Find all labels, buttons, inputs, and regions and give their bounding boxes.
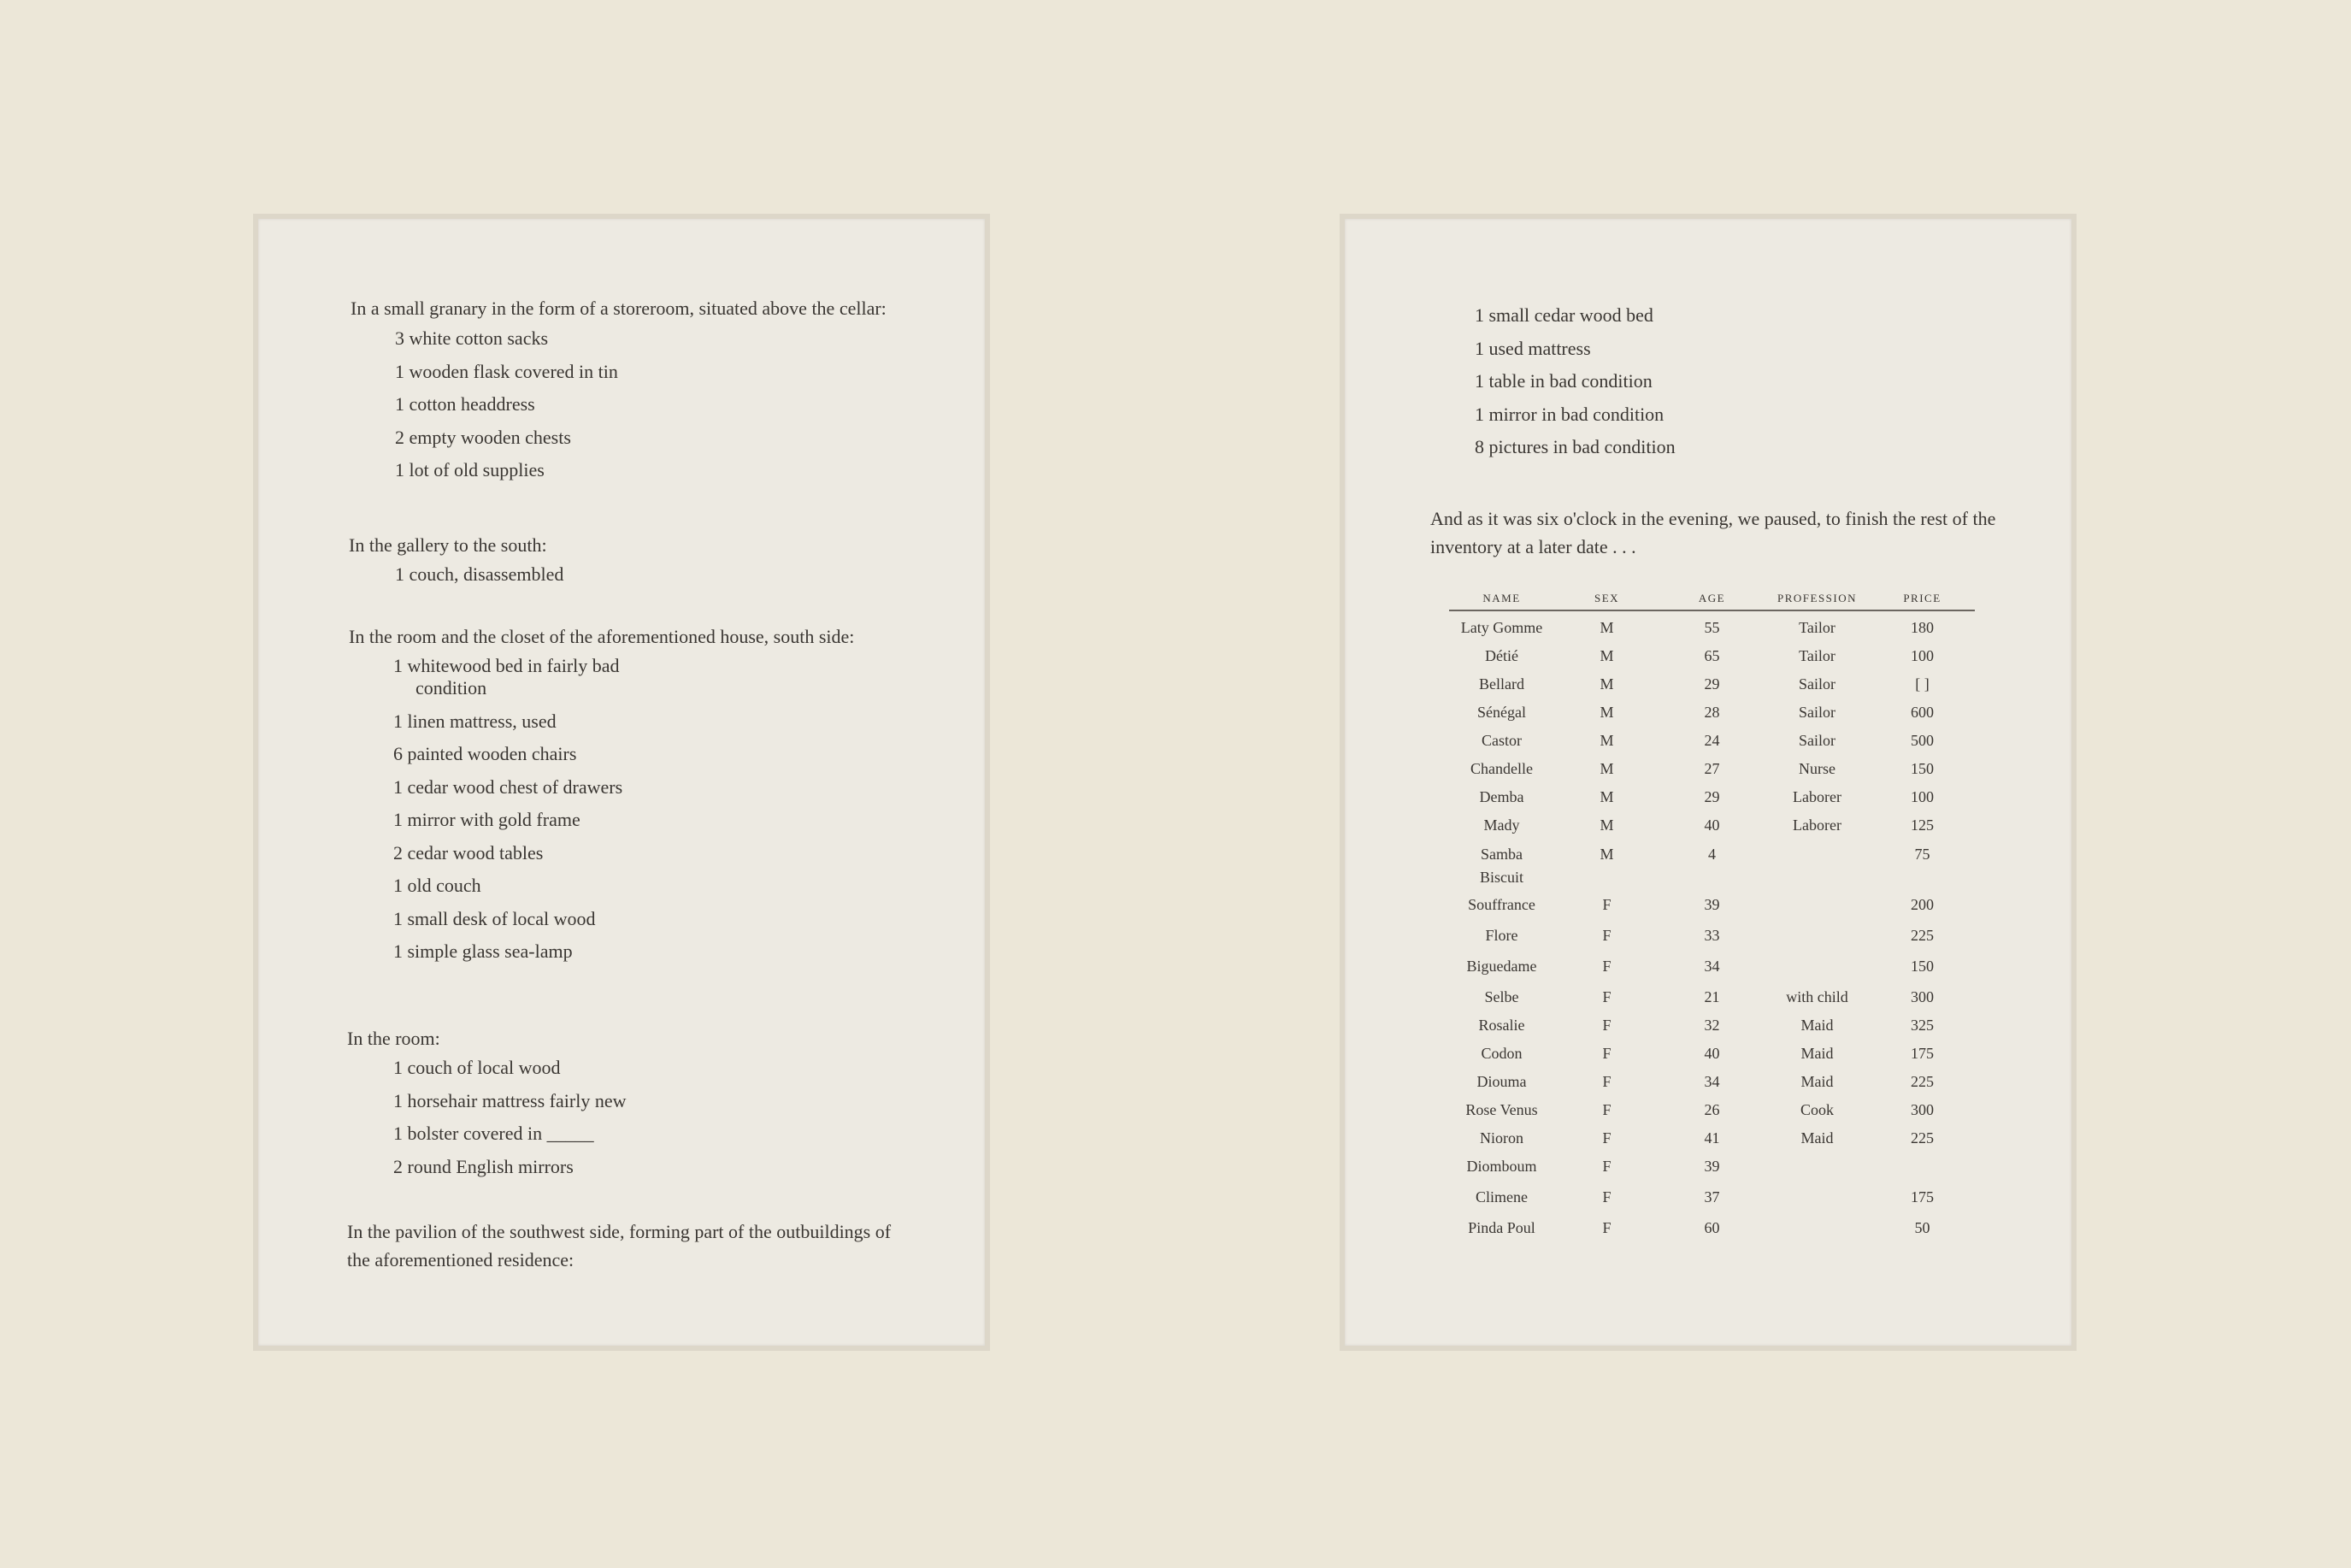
cell-profession: Maid <box>1800 1017 1834 1034</box>
table-row <box>1449 702 1975 730</box>
cell-age: 41 <box>1704 1129 1720 1147</box>
table-header-row <box>1449 590 1975 610</box>
section-heading: In a small granary in the form of a storeroom, situated above the cellar: <box>351 298 887 319</box>
cell-sex: F <box>1602 1073 1612 1090</box>
cell-price: 125 <box>1911 816 1934 834</box>
section-heading-line: the aforementioned residence: <box>347 1249 574 1270</box>
list-item: 1 table in bad condition <box>1475 370 1653 392</box>
cell-price: 300 <box>1911 988 1934 1005</box>
cell-name: Sénégal <box>1477 704 1526 721</box>
item-list <box>393 1057 626 1178</box>
list-item: 1 cotton headdress <box>395 393 535 415</box>
cell-name: Codon <box>1481 1045 1523 1062</box>
cell-profession: with child <box>1786 988 1848 1005</box>
cell-price: 225 <box>1911 1129 1934 1147</box>
cell-price: 180 <box>1911 619 1934 636</box>
table-row <box>1449 1071 1975 1099</box>
table-row <box>1449 956 1975 987</box>
cell-age: 34 <box>1704 958 1720 975</box>
item-list <box>395 563 563 586</box>
table-row <box>1449 894 1975 925</box>
cell-price: 325 <box>1911 1017 1934 1034</box>
section-heading-line: In the pavilion of the southwest side, forming part of the outbuildings of <box>347 1221 892 1242</box>
cell-name: Nioron <box>1480 1129 1523 1147</box>
cell-sex: F <box>1602 1219 1612 1236</box>
cell-profession: Maid <box>1800 1129 1834 1147</box>
cell-profession <box>1765 956 1870 987</box>
cell-sex: F <box>1602 1129 1612 1147</box>
column-header-profession: PROFESSION <box>1765 590 1870 610</box>
cell-sex: M <box>1600 647 1614 664</box>
cell-age: 4 <box>1708 846 1716 863</box>
cell-age: 37 <box>1704 1188 1720 1205</box>
inventory-table <box>1449 590 1975 1248</box>
table-row <box>1449 787 1975 815</box>
table-body <box>1449 610 1975 1248</box>
cell-sex: M <box>1600 619 1614 636</box>
list-item: 1 bolster covered in _____ <box>393 1123 594 1144</box>
cell-price: 175 <box>1911 1188 1934 1205</box>
cell-sex: M <box>1600 846 1614 863</box>
cell-age: 40 <box>1704 816 1720 834</box>
cell-price: 600 <box>1911 704 1934 721</box>
cell-sex: M <box>1600 675 1614 693</box>
cell-price: 150 <box>1911 958 1934 975</box>
table-row <box>1449 1043 1975 1071</box>
cell-age: 39 <box>1704 896 1720 913</box>
list-item: 3 white cotton sacks <box>395 327 549 349</box>
right-page <box>1340 214 2077 1351</box>
list-item: 1 small desk of local wood <box>393 907 596 929</box>
cell-profession <box>1765 1156 1870 1187</box>
cell-profession: Nurse <box>1799 760 1835 777</box>
item-list <box>395 327 618 481</box>
cell-sex: F <box>1602 988 1612 1005</box>
list-item: 1 old couch <box>393 875 481 896</box>
cell-name: Bellard <box>1479 675 1524 693</box>
column-header-price: PRICE <box>1870 590 1975 610</box>
table-row <box>1449 730 1975 758</box>
table-row <box>1449 610 1975 645</box>
cell-sex: M <box>1600 816 1614 834</box>
list-item: 1 used mattress <box>1475 337 1591 359</box>
cell-sex: M <box>1600 704 1614 721</box>
cell-price: 200 <box>1911 896 1934 913</box>
cell-age: 60 <box>1704 1219 1720 1236</box>
cell-profession <box>1765 843 1870 894</box>
cell-sex: F <box>1602 1188 1612 1205</box>
cell-price: 500 <box>1911 732 1934 749</box>
cell-price: 175 <box>1911 1045 1934 1062</box>
table-row <box>1449 674 1975 702</box>
table-row <box>1449 645 1975 674</box>
cell-age: 39 <box>1704 1158 1720 1175</box>
column-header-name: NAME <box>1449 590 1554 610</box>
cell-sex: F <box>1602 1101 1612 1118</box>
section-heading: In the room and the closet of the aforementioned house, south side: <box>349 626 855 647</box>
list-item: 1 small cedar wood bed <box>1475 304 1653 326</box>
cell-sex: F <box>1602 896 1612 913</box>
table-row <box>1449 815 1975 843</box>
list-item: 1 wooden flask covered in tin <box>395 360 618 382</box>
list-item: 1 mirror in bad condition <box>1475 403 1665 425</box>
cell-age: 55 <box>1704 619 1720 636</box>
cell-profession: Laborer <box>1793 816 1841 834</box>
cell-age: 40 <box>1704 1045 1720 1062</box>
cell-price: 225 <box>1911 927 1934 944</box>
cell-name-line: Samba <box>1481 846 1523 863</box>
cell-sex: M <box>1600 732 1614 749</box>
left-page <box>253 214 990 1351</box>
table-row <box>1449 1015 1975 1043</box>
cell-name: Pinda Poul <box>1468 1219 1535 1236</box>
list-item: 8 pictures in bad condition <box>1475 436 1676 457</box>
cell-sex: F <box>1602 1045 1612 1062</box>
cell-age: 34 <box>1704 1073 1720 1090</box>
cell-age: 32 <box>1704 1017 1720 1034</box>
table-row <box>1449 987 1975 1015</box>
cell-age: 29 <box>1704 675 1720 693</box>
list-item: 2 cedar wood tables <box>393 841 544 864</box>
cell-name: Mady <box>1483 816 1520 834</box>
cell-age: 26 <box>1704 1101 1720 1118</box>
cell-price: 100 <box>1911 788 1934 805</box>
cell-name-line: Biscuit <box>1479 869 1523 886</box>
section-heading: In the room: <box>347 1028 440 1049</box>
cell-profession <box>1765 894 1870 925</box>
list-item: 2 round English mirrors <box>393 1155 574 1177</box>
cell-age: 21 <box>1704 988 1720 1005</box>
cell-sex: M <box>1600 760 1614 777</box>
cell-name: Laty Gomme <box>1460 619 1543 636</box>
cell-price: [ ] <box>1915 675 1930 693</box>
cell-price <box>1870 1156 1975 1187</box>
cell-age: 24 <box>1704 732 1720 749</box>
table-row <box>1449 1217 1975 1248</box>
cell-age: 28 <box>1704 704 1720 721</box>
cell-sex: F <box>1602 927 1612 944</box>
cell-profession: Sailor <box>1799 704 1835 721</box>
cell-price: 50 <box>1914 1219 1930 1236</box>
cell-price: 300 <box>1911 1101 1934 1118</box>
cell-name: Chandelle <box>1470 760 1533 777</box>
cell-name: Diomboum <box>1466 1158 1537 1175</box>
cell-age: 27 <box>1704 760 1720 777</box>
list-item: 1 cedar wood chest of drawers <box>393 775 623 798</box>
table-row <box>1449 1187 1975 1217</box>
list-item: 1 simple glass sea-lamp <box>393 940 573 962</box>
table-row <box>1449 925 1975 956</box>
cell-profession: Cook <box>1800 1101 1834 1118</box>
cell-profession: Tailor <box>1799 647 1835 664</box>
cell-sex: F <box>1602 958 1612 975</box>
cell-name: Selbe <box>1484 988 1519 1005</box>
cell-profession <box>1765 1217 1870 1248</box>
section-heading: In the gallery to the south: <box>349 534 547 556</box>
list-item: 1 lot of old supplies <box>395 459 545 480</box>
list-item: 2 empty wooden chests <box>395 426 571 448</box>
item-list <box>1475 304 1676 458</box>
table-row <box>1449 1099 1975 1128</box>
cell-profession <box>1765 925 1870 956</box>
cell-profession: Sailor <box>1799 732 1835 749</box>
cell-age: 29 <box>1704 788 1720 805</box>
list-item: 1 couch of local wood <box>393 1057 561 1078</box>
cell-name: Rosalie <box>1478 1017 1525 1034</box>
column-header-sex: SEX <box>1554 590 1659 610</box>
cell-name: Rose Venus <box>1465 1101 1538 1118</box>
table-row <box>1449 843 1975 894</box>
cell-name: Diouma <box>1476 1073 1527 1090</box>
item-list <box>393 655 622 963</box>
cell-profession: Laborer <box>1793 788 1841 805</box>
cell-profession: Maid <box>1800 1045 1834 1062</box>
cell-name <box>1449 843 1554 894</box>
table-row <box>1449 1128 1975 1156</box>
cell-profession: Tailor <box>1799 619 1835 636</box>
table-row <box>1449 758 1975 787</box>
closing-paragraph <box>1430 504 1995 561</box>
closing-line: And as it was six o'clock in the evening, we paused, to finish the rest of the <box>1430 508 1996 529</box>
list-item: 1 horsehair mattress fairly new <box>393 1089 627 1111</box>
list-item: 1 linen mattress, used <box>393 710 557 732</box>
cell-sex: F <box>1602 1017 1612 1034</box>
cell-name: Biguedame <box>1466 958 1537 975</box>
cell-profession: Maid <box>1800 1073 1834 1090</box>
list-item: 6 painted wooden chairs <box>393 743 577 764</box>
table-row <box>1449 1156 1975 1187</box>
section-heading <box>347 1217 891 1274</box>
cell-profession: Sailor <box>1799 675 1835 693</box>
cell-name: Souffrance <box>1468 896 1535 913</box>
list-item: 1 mirror with gold frame <box>393 809 580 830</box>
column-header-age: AGE <box>1659 590 1765 610</box>
cell-price: 100 <box>1911 647 1934 664</box>
closing-line: inventory at a later date . . . <box>1430 536 1636 557</box>
cell-name: Demba <box>1479 788 1524 805</box>
cell-name: Flore <box>1485 927 1518 944</box>
cell-name: Détié <box>1485 647 1518 664</box>
cell-profession <box>1765 1187 1870 1217</box>
cell-age: 33 <box>1704 927 1720 944</box>
list-item-text: 1 whitewood bed in fairly bad <box>393 655 620 676</box>
cell-sex: F <box>1602 1158 1612 1175</box>
cell-name: Castor <box>1482 732 1522 749</box>
cell-name: Climene <box>1476 1188 1528 1205</box>
cell-price: 150 <box>1911 760 1934 777</box>
list-item <box>393 655 622 699</box>
cell-age: 65 <box>1704 647 1720 664</box>
cell-price: 225 <box>1911 1073 1934 1090</box>
list-item: 1 couch, disassembled <box>395 563 564 585</box>
cell-price: 75 <box>1914 846 1930 863</box>
list-item-text-cont: condition <box>415 677 487 699</box>
cell-sex: M <box>1600 788 1614 805</box>
